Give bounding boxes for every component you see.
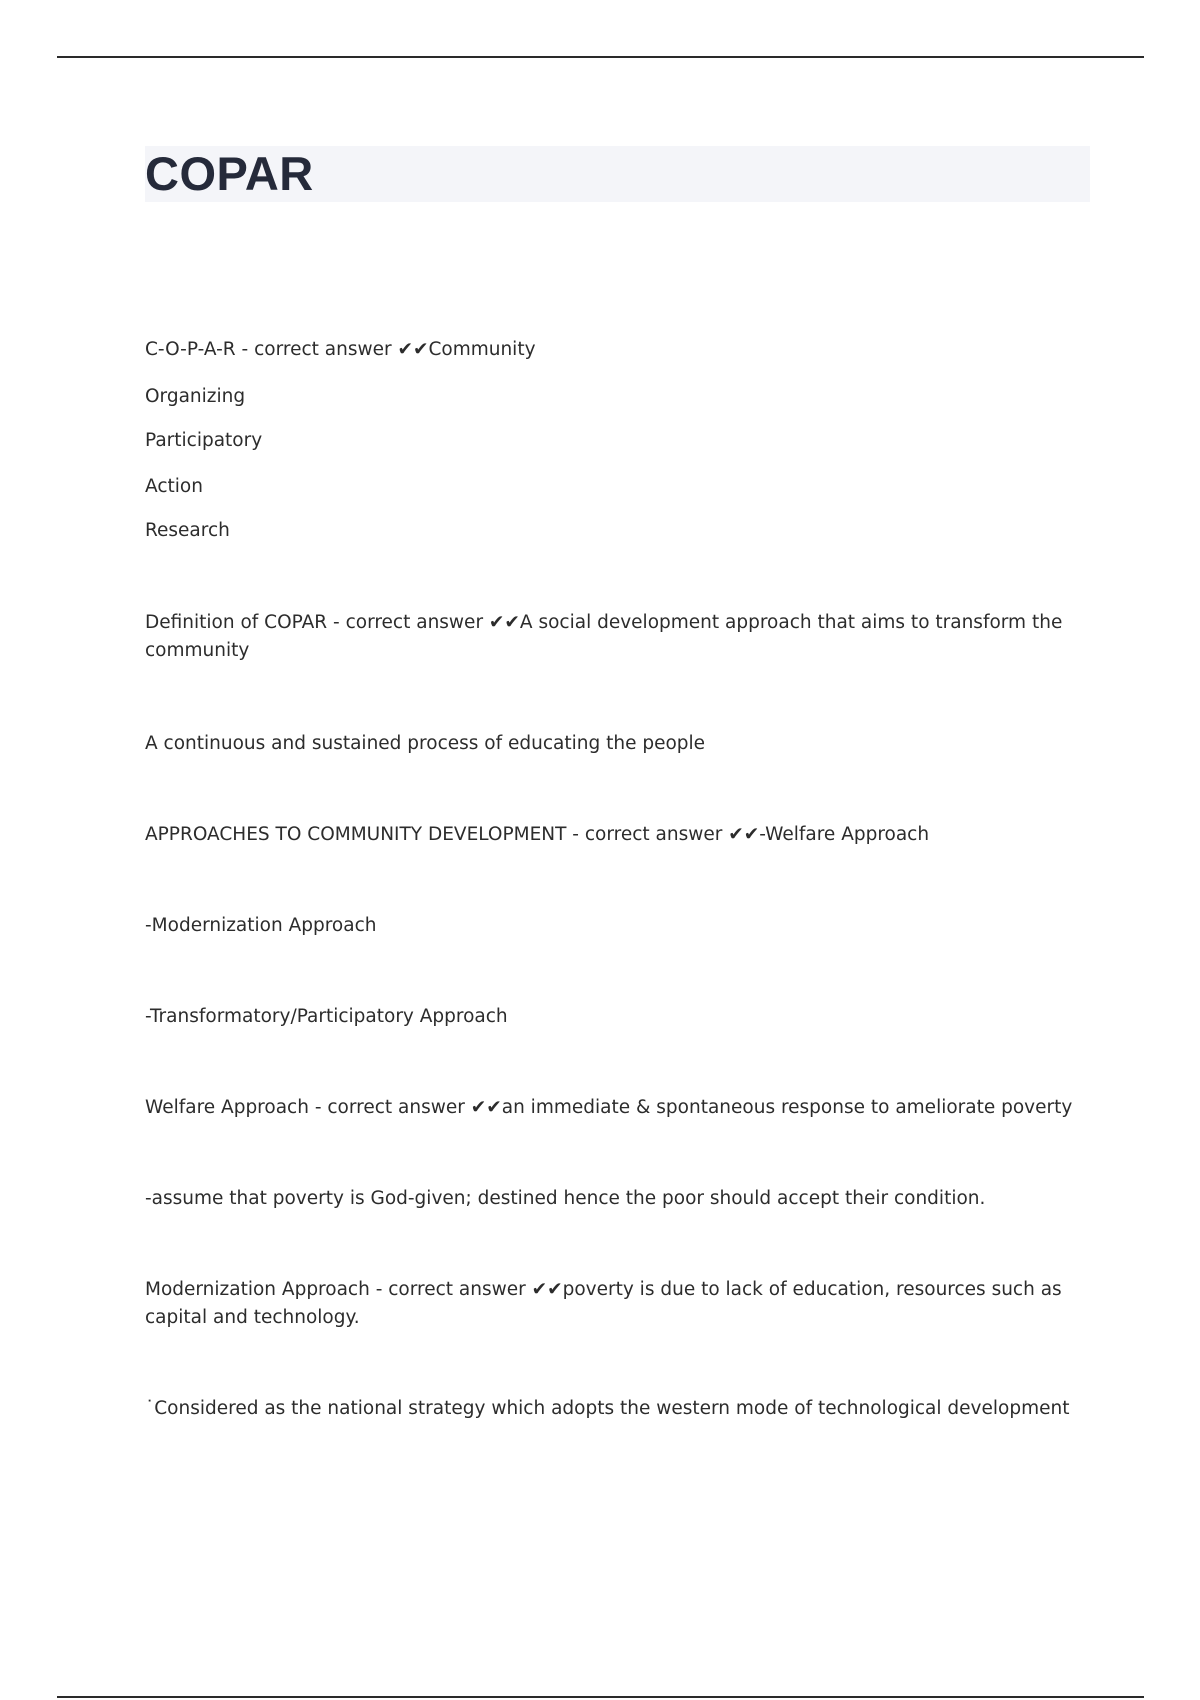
text-line-research: Research [145,520,230,541]
page-title: COPAR [145,147,314,200]
bottom-rule [57,1696,1144,1698]
text-line-organizing: Organizing [145,386,246,407]
text-line-welfare-approach: Welfare Approach - correct answer ✔✔an immediate & spontaneous response to ameliorate poverty [145,1097,1073,1118]
top-rule [57,56,1144,58]
text-line-participatory: Participatory [145,430,263,451]
text-line-modernization-item: -Modernization Approach [145,915,377,936]
text-line-action: Action [145,476,203,497]
text-line-national-strategy: ˙Considered as the national strategy which adopts the western mode of technological development [145,1398,1070,1419]
text-line-poverty-god-given: -assume that poverty is God-given; destined hence the poor should accept their condition. [145,1188,986,1209]
text-line-modernization-approach: Modernization Approach - correct answer ✔✔poverty is due to lack of education, resources such as capital and technology. [145,1279,1062,1328]
text-line-continuous-process: A continuous and sustained process of educating the people [145,733,706,754]
text-line-definition: Definition of COPAR - correct answer ✔✔A social development approach that aims to transform the community [145,612,1063,661]
text-line-copar-acronym: C-O-P-A-R - correct answer ✔✔Community [145,339,536,360]
text-line-transformatory-item: -Transformatory/Participatory Approach [145,1006,508,1027]
text-line-approaches-heading: APPROACHES TO COMMUNITY DEVELOPMENT - correct answer ✔✔-Welfare Approach [145,824,930,845]
